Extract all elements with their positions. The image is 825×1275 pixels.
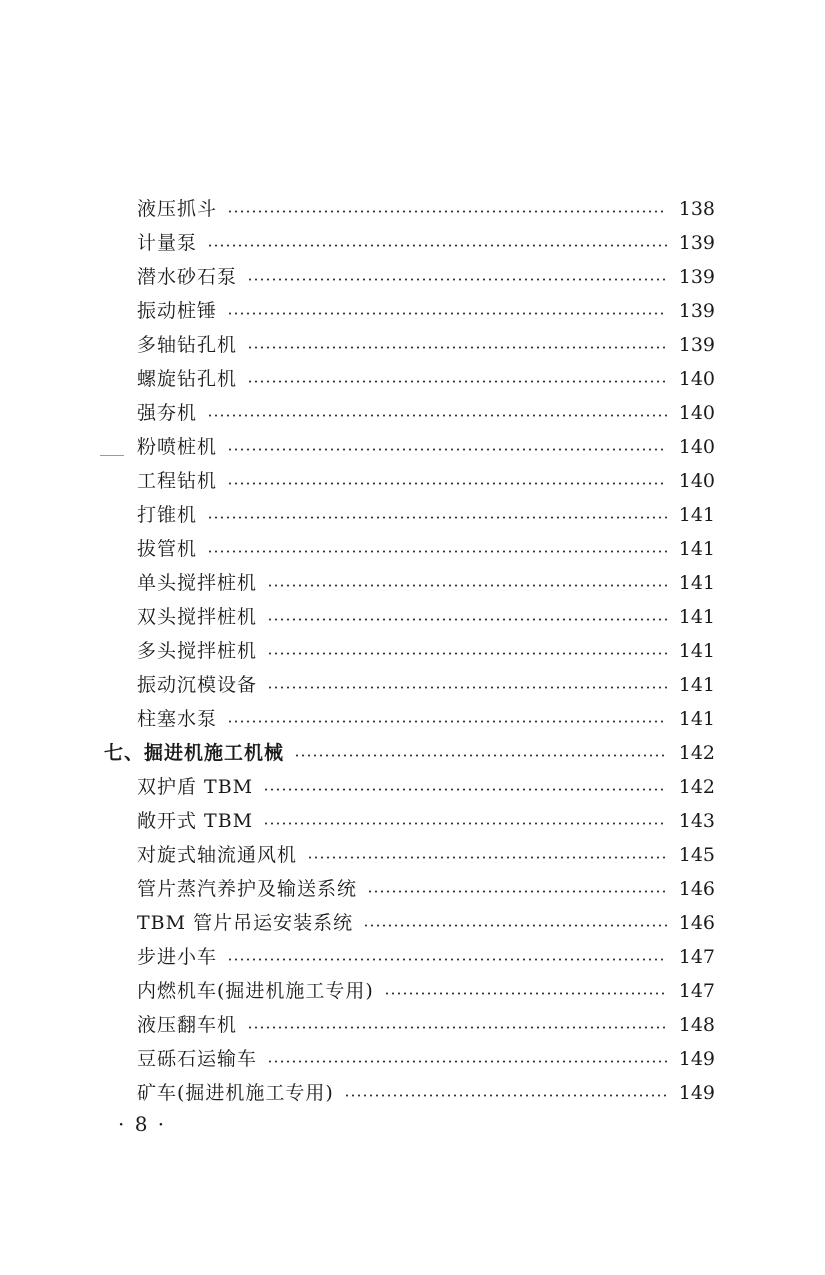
toc-entry-page-number: 141	[678, 708, 715, 730]
toc-entry[interactable]	[0, 838, 825, 872]
toc-entry[interactable]	[0, 1008, 825, 1042]
toc-entry-page-number: 148	[678, 1014, 715, 1036]
toc-entry-title: 敞开式 TBM	[137, 810, 254, 832]
dot-leader	[227, 210, 667, 213]
toc-entry[interactable]	[0, 600, 825, 634]
page-number: · 8 ·	[118, 1112, 167, 1136]
toc-entry-title: 双头搅拌桩机	[137, 606, 258, 628]
toc-entry[interactable]	[0, 770, 825, 804]
toc-entry-page-number: 147	[678, 980, 715, 1002]
toc-entry[interactable]	[0, 464, 825, 498]
toc-entry[interactable]	[0, 906, 825, 940]
toc-entry-page-number: 141	[678, 572, 715, 594]
dot-leader	[363, 924, 667, 927]
toc-entry[interactable]	[0, 260, 825, 294]
toc-entry[interactable]	[0, 634, 825, 668]
toc-entry-page-number: 141	[678, 538, 715, 560]
toc-entry-page-number: 141	[678, 504, 715, 526]
dot-leader	[227, 720, 667, 723]
toc-entry-page-number: 139	[678, 232, 715, 254]
dot-leader	[207, 244, 667, 247]
toc-entry-title: 液压抓斗	[137, 198, 218, 220]
dot-leader	[367, 890, 667, 893]
toc-entry-page-number: 139	[678, 266, 715, 288]
toc-entry-title: 管片蒸汽养护及输送系统	[137, 878, 358, 900]
toc-entry-title: 步进小车	[137, 946, 218, 968]
toc-entry[interactable]	[0, 328, 825, 362]
dot-leader	[267, 686, 667, 689]
toc-entry-page-number: 140	[678, 402, 715, 424]
toc-entry-title: 对旋式轴流通风机	[137, 844, 298, 866]
dot-leader	[247, 380, 667, 383]
toc-entry-title: 豆砾石运输车	[137, 1048, 258, 1070]
toc-entry-title: 内燃机车(掘进机施工专用)	[137, 980, 374, 1002]
toc-entry-page-number: 140	[678, 436, 715, 458]
dot-leader	[267, 584, 667, 587]
toc-entry-title: TBM 管片吊运安装系统	[137, 912, 354, 934]
toc-entry-title: 计量泵	[137, 232, 198, 254]
toc-entry-title: 七、掘进机施工机械	[104, 742, 285, 764]
toc-entry[interactable]	[0, 872, 825, 906]
toc-entry-title: 工程钻机	[137, 470, 218, 492]
toc-entry[interactable]	[0, 804, 825, 838]
dot-leader	[207, 550, 667, 553]
toc-entry-title: 单头搅拌桩机	[137, 572, 258, 594]
toc-entry-page-number: 147	[678, 946, 715, 968]
toc-entry[interactable]	[0, 192, 825, 226]
toc-entry[interactable]	[0, 498, 825, 532]
dot-leader	[307, 856, 667, 859]
toc-entry-title: 多头搅拌桩机	[137, 640, 258, 662]
toc-entry[interactable]	[0, 294, 825, 328]
toc-entry-page-number: 139	[678, 334, 715, 356]
toc-entry-page-number: 138	[678, 198, 715, 220]
toc-entry-title: 粉喷桩机	[137, 436, 218, 458]
toc-entry-title: 振动沉模设备	[137, 674, 258, 696]
dot-leader	[263, 788, 667, 791]
toc-entry-title: 拔管机	[137, 538, 198, 560]
toc-entry-title: 振动桩锤	[137, 300, 218, 322]
toc-entry-title: 矿车(掘进机施工专用)	[137, 1082, 334, 1104]
toc-entry-page-number: 146	[678, 912, 715, 934]
toc-section-entry[interactable]	[0, 736, 825, 770]
toc-entry[interactable]	[0, 1042, 825, 1076]
toc-entry-page-number: 141	[678, 674, 715, 696]
toc-entry[interactable]	[0, 1076, 825, 1110]
toc-entry[interactable]	[0, 430, 825, 464]
dot-leader	[384, 992, 667, 995]
dot-leader	[344, 1094, 667, 1097]
toc-entry-page-number: 141	[678, 606, 715, 628]
toc-entry[interactable]	[0, 940, 825, 974]
toc-entry-title: 螺旋钻孔机	[137, 368, 238, 390]
toc-entry-page-number: 149	[678, 1082, 715, 1104]
dot-leader	[247, 1026, 667, 1029]
dot-leader	[227, 448, 667, 451]
toc-entry-title: 潜水砂石泵	[137, 266, 238, 288]
toc-entry[interactable]	[0, 396, 825, 430]
toc-entry[interactable]	[0, 532, 825, 566]
dot-leader	[294, 754, 667, 757]
toc-entry-page-number: 140	[678, 368, 715, 390]
dot-leader	[207, 516, 667, 519]
toc-entry-page-number: 142	[678, 742, 715, 764]
toc-entry[interactable]	[0, 702, 825, 736]
toc-entry-page-number: 149	[678, 1048, 715, 1070]
toc-entry-page-number: 139	[678, 300, 715, 322]
dot-leader	[207, 414, 667, 417]
toc-entry-page-number: 146	[678, 878, 715, 900]
toc-entry-title: 柱塞水泵	[137, 708, 218, 730]
toc-entry-title: 打锥机	[137, 504, 198, 526]
toc-entry-page-number: 143	[678, 810, 715, 832]
toc-entry-page-number: 141	[678, 640, 715, 662]
toc-entry-title: 强夯机	[137, 402, 198, 424]
toc-entry-title: 多轴钻孔机	[137, 334, 238, 356]
dot-leader	[267, 652, 667, 655]
toc-entry-page-number: 145	[678, 844, 715, 866]
dot-leader	[247, 346, 667, 349]
toc-entry-page-number: 142	[678, 776, 715, 798]
dot-leader	[267, 1060, 667, 1063]
dot-leader	[247, 278, 667, 281]
toc-entry-page-number: 140	[678, 470, 715, 492]
toc-entry-title: 双护盾 TBM	[137, 776, 254, 798]
dot-leader	[227, 958, 667, 961]
dot-leader	[227, 312, 667, 315]
toc-entry-title: 液压翻车机	[137, 1014, 238, 1036]
table-of-contents	[0, 192, 825, 1110]
toc-entry[interactable]	[0, 668, 825, 702]
dot-leader	[267, 618, 667, 621]
dot-leader	[227, 482, 667, 485]
dot-leader	[263, 822, 667, 825]
toc-entry[interactable]	[0, 226, 825, 260]
toc-entry[interactable]	[0, 566, 825, 600]
toc-entry[interactable]	[0, 974, 825, 1008]
toc-entry[interactable]	[0, 362, 825, 396]
